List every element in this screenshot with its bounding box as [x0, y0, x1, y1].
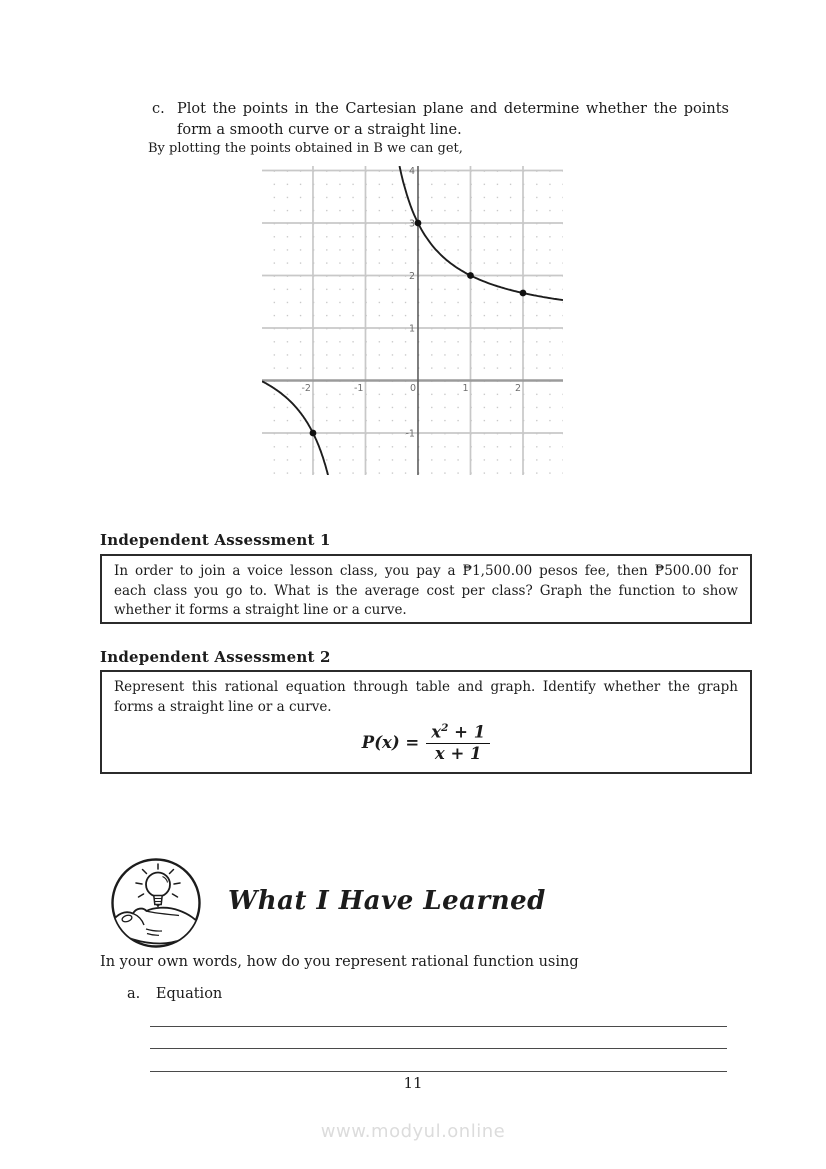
item-c-lines	[177, 99, 729, 141]
open-hand	[112, 908, 201, 944]
item-a-marker: a.	[127, 986, 141, 1002]
text-line: each class you go to. What is the average cost per class? Graph the function to show	[114, 582, 738, 599]
text-line: Represent this rational equation through table and graph. Identify whether the graph	[114, 679, 738, 695]
assessment2-title: Independent Assessment 2	[100, 648, 331, 666]
formula-numerator: $x^2 + 1$	[426, 722, 490, 744]
svg-text:-2: -2	[301, 383, 311, 395]
svg-text:-1: -1	[353, 383, 364, 395]
watermark: www.modyul.online	[320, 1121, 506, 1142]
learned-intro-text: In your own words, how do you represent rational function using	[100, 954, 579, 970]
svg-text:4: 4	[408, 166, 415, 178]
item-c-paragraph	[152, 99, 729, 141]
assessment2-text	[114, 678, 738, 717]
svg-text:1: 1	[462, 383, 469, 395]
item-a	[127, 986, 222, 1002]
assessment1-box	[100, 554, 752, 624]
lightbulb-in-hand-icon	[109, 856, 203, 950]
text-line: Plot the points in the Cartesian plane and determine whether the points	[177, 101, 729, 117]
text-line: whether it forms a straight line or a curve.	[114, 602, 407, 618]
svg-text:2: 2	[514, 383, 521, 395]
answer-blank-line	[150, 1049, 727, 1072]
assessment2-box	[100, 670, 752, 774]
formula-lhs: P(x) =	[361, 733, 420, 753]
answer-blank-line	[150, 1004, 727, 1027]
svg-text:2: 2	[408, 271, 415, 283]
formula-fraction	[426, 722, 490, 764]
plot-note: By plotting the points obtained in B we can get,	[148, 141, 463, 156]
page-number: 11	[403, 1074, 423, 1092]
formula-denominator: x + 1	[434, 744, 482, 764]
cartesian-plot	[262, 166, 563, 475]
answer-blank-line	[150, 1027, 727, 1050]
section-heading-what-i-have-learned: What I Have Learned	[228, 886, 546, 916]
assessment1-title: Independent Assessment 1	[100, 531, 331, 549]
svg-text:1: 1	[408, 323, 415, 335]
answer-blank-lines	[150, 1004, 727, 1072]
text-line: In order to join a voice lesson class, you pay a ₱1,500.00 pesos fee, then ₱500.00 for	[114, 563, 738, 579]
item-a-label: Equation	[155, 986, 223, 1002]
svg-text:0: 0	[409, 383, 416, 395]
svg-text:-1: -1	[405, 428, 415, 440]
item-c-marker: c.	[152, 101, 165, 117]
rational-function-formula	[114, 722, 738, 764]
text-line: forms a straight line or a curve.	[114, 698, 332, 715]
assessment1-text	[114, 562, 738, 621]
text-line: form a smooth curve or a straight line.	[177, 122, 462, 138]
svg-text:3: 3	[408, 218, 415, 230]
lightbulb	[146, 873, 170, 908]
